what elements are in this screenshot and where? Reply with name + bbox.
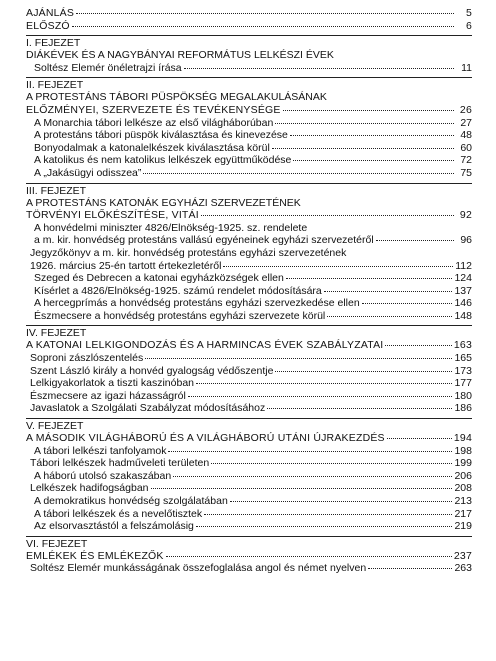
chapter-heading xyxy=(26,210,472,223)
page-number: 146 xyxy=(454,297,472,310)
dot-leader xyxy=(286,278,453,279)
page-number: 112 xyxy=(455,259,472,272)
page-number: 263 xyxy=(454,562,472,575)
dot-leader xyxy=(324,291,453,292)
dot-leader xyxy=(223,266,453,267)
page-number: 27 xyxy=(460,116,472,129)
page-number: 198 xyxy=(454,444,472,457)
toc-entry-title: Szeged és Debrecen a katonai egyházközségek ellen xyxy=(34,272,284,285)
toc-entry-line: Jegyzőkönyv a m. kir. honvédség protestáns egyházi szervezetének xyxy=(30,246,347,259)
dot-leader xyxy=(387,438,452,439)
chapter xyxy=(26,418,472,534)
chapter-heading-title: TÖRVÉNYI ELŐKÉSZÍTÉSE, VITÁI xyxy=(26,209,199,222)
chapter xyxy=(26,325,472,416)
toc-entry xyxy=(26,63,472,76)
chapter-heading xyxy=(26,433,472,446)
page-number: 137 xyxy=(454,284,472,297)
dot-leader xyxy=(196,526,453,527)
chapter-label: II. FEJEZET xyxy=(26,79,84,92)
page-number: 11 xyxy=(461,61,472,74)
page-number: 213 xyxy=(454,495,472,507)
front-entry xyxy=(26,21,472,34)
chapter-heading-title: EMLÉKEK ÉS EMLÉKEZŐK xyxy=(26,549,164,562)
page-number: 163 xyxy=(453,339,472,352)
chapter-heading: DIÁKÉVEK ÉS A NAGYBÁNYAI REFORMÁTUS LELKÉSZI ÉVEK xyxy=(26,49,334,62)
page-number: 60 xyxy=(460,141,472,154)
dot-leader xyxy=(184,68,454,69)
toc-entry xyxy=(26,563,472,576)
toc-entry-title: 1926. március 25-én tartott értekezletéről xyxy=(30,259,222,272)
dot-leader xyxy=(376,240,454,241)
toc-entry-title: Soproni zászlószentelés xyxy=(30,352,144,365)
dot-leader xyxy=(211,463,452,464)
page-number: 5 xyxy=(465,7,472,19)
page-number: 199 xyxy=(454,457,472,470)
chapter-label: V. FEJEZET xyxy=(26,420,84,433)
toc-entry-title: Bonyodalmak a katonalelkészek kiválasztása körül xyxy=(34,141,270,154)
toc-entry xyxy=(26,130,472,143)
dot-leader xyxy=(166,556,452,557)
toc-entry-title: a m. kir. honvédség protestáns vallású egyéneinek egyházi szervezetéről xyxy=(34,234,374,247)
page-number: 173 xyxy=(454,364,472,377)
toc-entry-title: A tábori lelkészek és a nevelőtisztek xyxy=(34,507,203,520)
chapter xyxy=(26,35,472,75)
toc-entry xyxy=(26,273,472,286)
toc-entry xyxy=(26,521,472,534)
dot-leader xyxy=(385,345,451,346)
toc-entry-title: Lelkészek hadifogságban xyxy=(30,482,149,495)
chapter-label: III. FEJEZET xyxy=(26,184,87,197)
dot-leader xyxy=(145,358,452,359)
dot-leader xyxy=(275,123,454,124)
dot-leader xyxy=(290,135,454,136)
dot-leader xyxy=(283,110,454,111)
chapter-heading: A PROTESTÁNS TÁBORI PÜSPÖKSÉG MEGALAKULÁSÁNAK xyxy=(26,91,327,104)
dot-leader xyxy=(201,215,454,216)
toc-entry-title: Tábori lelkészek hadműveleti területen xyxy=(30,457,210,470)
toc-entry xyxy=(26,458,472,471)
page-number: 208 xyxy=(454,482,472,495)
dot-leader xyxy=(196,383,452,384)
dot-leader xyxy=(327,316,452,317)
toc-entry-line: A honvédelmi miniszter 4826/Elnökség-1925. sz. rendelete xyxy=(34,221,308,234)
dot-leader xyxy=(362,303,453,304)
toc-entry-title: Észmecsere a honvédség protestáns egyházi szervezete körül xyxy=(34,309,326,322)
toc-entry xyxy=(26,298,472,311)
dot-leader xyxy=(72,26,454,27)
page-number: 237 xyxy=(453,549,472,562)
page-number: 165 xyxy=(454,352,472,365)
page-number: 219 xyxy=(454,520,472,533)
chapter-label: I. FEJEZET xyxy=(26,37,81,50)
toc-entry-title: A háború utolsó szakaszában xyxy=(34,469,172,482)
dot-leader xyxy=(76,13,454,14)
chapter-heading: A PROTESTÁNS KATONÁK EGYHÁZI SZERVEZETÉNEK xyxy=(26,196,301,209)
toc-entry-title: Soltész Elemér munkásságának összefoglalása angol és német nyelven xyxy=(30,562,367,575)
toc-entry-title: Soltész Elemér önéletrajzi írása xyxy=(34,61,182,74)
chapter-heading-title: A KATONAI LELKIGONDOZÁS ÉS A HARMINCAS ÉVEK SZABÁLYZATAI xyxy=(26,339,384,352)
front-matter xyxy=(26,8,472,33)
toc-entry-title: Észmecsere az igazi házasságról xyxy=(30,389,186,402)
page-number: 194 xyxy=(453,432,472,445)
chapter xyxy=(26,536,472,576)
chapter-label: VI. FEJEZET xyxy=(26,537,88,550)
page-number: 96 xyxy=(460,234,472,247)
page-number: 75 xyxy=(460,166,472,179)
toc-entry xyxy=(26,168,472,181)
dot-leader xyxy=(204,514,452,515)
table-of-contents xyxy=(26,8,472,576)
toc-entry xyxy=(26,403,472,416)
page-number: 6 xyxy=(465,19,472,32)
dot-leader xyxy=(272,148,454,149)
dot-leader xyxy=(151,488,453,489)
dot-leader xyxy=(267,408,452,409)
dot-leader xyxy=(173,476,452,477)
chapter-heading xyxy=(26,105,472,118)
page-number: 148 xyxy=(454,309,472,322)
dot-leader xyxy=(188,396,453,397)
dot-leader xyxy=(275,371,452,372)
toc-entry-title: A protestáns tábori püspök kiválasztása és kinevezése xyxy=(34,129,288,142)
dot-leader xyxy=(143,173,454,174)
chapter-heading-title: A MÁSODIK VILÁGHÁBORÚ ÉS A VILÁGHÁBORÚ UTÁNI ÚJRAKEZDÉS xyxy=(26,432,385,445)
toc-entry xyxy=(26,311,472,324)
toc-entry-title: A demokratikus honvédség szolgálatában xyxy=(34,495,228,507)
chapter xyxy=(26,77,472,180)
toc-entry xyxy=(26,353,472,366)
dot-leader xyxy=(168,451,452,452)
chapter-label: IV. FEJEZET xyxy=(26,327,87,340)
chapter-heading-title: ELŐZMÉNYEI, SZERVEZETE ÉS TEVÉKENYSÉGE xyxy=(26,103,281,116)
toc-entry xyxy=(26,378,472,391)
toc-entry-title: Szent László király a honvéd gyalogság védőszentje xyxy=(30,364,274,377)
page-number: 180 xyxy=(454,389,472,402)
dot-leader xyxy=(368,568,452,569)
page-number: 186 xyxy=(454,402,472,415)
page-number: 92 xyxy=(459,209,472,222)
toc-entry-title: Kísérlet a 4826/Elnökség-1925. számú rendelet módosítására xyxy=(34,284,322,297)
dot-leader xyxy=(230,501,453,502)
toc-entry xyxy=(26,496,472,509)
toc-entry-title: Lelkigyakorlatok a tiszti kaszinóban xyxy=(30,377,195,390)
chapter-list xyxy=(26,35,472,576)
page-number: 72 xyxy=(460,154,472,167)
chapter xyxy=(26,183,472,324)
page-number: 177 xyxy=(454,377,472,390)
front-entry-title: ELŐSZÓ xyxy=(26,19,70,32)
dot-leader xyxy=(293,160,454,161)
page-number: 48 xyxy=(460,129,472,142)
front-entry xyxy=(26,8,472,21)
toc-entry-title: A Monarchia tábori lelkésze az első világháborúban xyxy=(34,116,274,129)
page-number: 206 xyxy=(454,469,472,482)
toc-entry-title: Javaslatok a Szolgálati Szabályzat módosításához xyxy=(30,402,266,415)
toc-entry-title: A „Jakásügyi odisszea” xyxy=(34,166,142,179)
page-number: 217 xyxy=(454,507,472,520)
toc-entry-title: A tábori lelkészi tanfolyamok xyxy=(34,444,167,457)
toc-entry-title: A katolikus és nem katolikus lelkészek együttműködése xyxy=(34,154,292,167)
toc-entry-title: A hercegprímás a honvédség protestáns egyházi szervezkedése ellen xyxy=(34,297,360,310)
front-entry-title: AJÁNLÁS xyxy=(26,7,75,19)
page-number: 124 xyxy=(454,272,472,285)
page-number: 26 xyxy=(459,103,472,116)
toc-entry-title: Az elsorvasztástól a felszámolásig xyxy=(34,520,194,533)
